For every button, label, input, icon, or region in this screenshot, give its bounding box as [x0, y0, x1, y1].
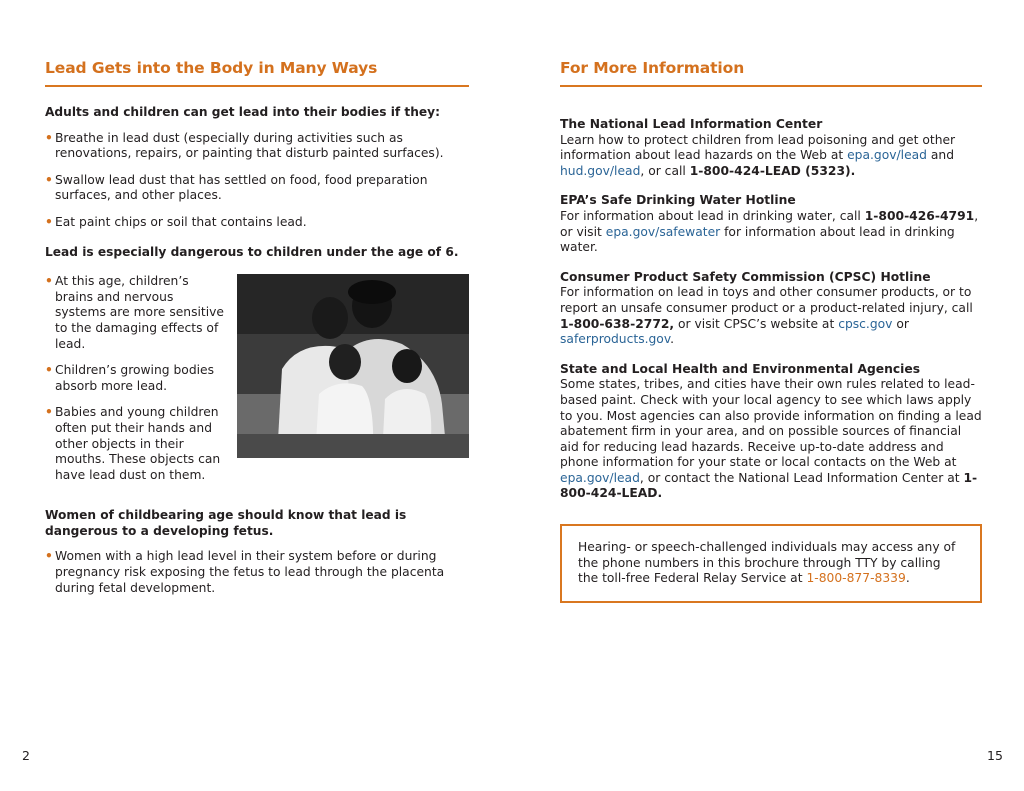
text-run: , or visit: [560, 208, 979, 239]
list-item: • Swallow lead dust that has settled on food, food preparation surfaces, and other places.: [45, 173, 469, 204]
notice-end: .: [905, 571, 910, 586]
phone-number: 1-800-424-LEAD (5323).: [689, 163, 856, 178]
org-state-local-agencies: [560, 362, 982, 502]
org-description: [560, 285, 982, 347]
text-run: or visit CPSC’s website at: [674, 316, 839, 331]
org-name: EPA’s Safe Drinking Water Hotline: [560, 193, 796, 208]
children-subhead: Lead is especially dangerous to children under the age of 6.: [45, 244, 459, 259]
section-title-lead-gets-into-body: Lead Gets into the Body in Many Ways: [45, 58, 469, 87]
text-run: .: [670, 332, 675, 347]
org-description: [560, 377, 982, 502]
intro-subhead: Adults and children can get lead into their bodies if they:: [45, 105, 441, 119]
org-national-lead-center: [560, 117, 982, 179]
list-item: • Eat paint chips or soil that contains lead.: [45, 215, 469, 231]
org-name: The National Lead Information Center: [560, 117, 823, 131]
section-title-more-info: For More Information: [560, 58, 982, 87]
org-name: State and Local Health and Environmental Agencies: [560, 361, 921, 376]
org-description: [560, 133, 982, 180]
saferproducts-link[interactable]: saferproducts.gov: [560, 332, 671, 347]
women-subhead: Women of childbearing age should know that lead is dangerous to a developing fetus.: [45, 508, 407, 538]
org-name: Consumer Product Safety Commission (CPSC) Hotline: [560, 269, 931, 284]
org-safe-drinking-water: [560, 193, 982, 255]
notice-text: Hearing- or speech-challenged individuals may access any of the phone numbers in this brochure through TTY by calling the toll-free Federal Relay Service at: [578, 540, 956, 586]
org-cpsc: [560, 270, 982, 348]
tty-notice-box: [560, 524, 982, 603]
cpsc-link[interactable]: cpsc.gov: [838, 316, 893, 331]
page-number-right: 15: [987, 748, 1003, 763]
list-item: • Children’s growing bodies absorb more lead.: [45, 363, 225, 394]
text-run: Some states, tribes, and cities have their own rules related to lead-based paint. Check with your local agency to see which laws apply to you. Most agencies can also provide information on finding a lead abatement firm in your area, and on possible sources of financial aid for reducing lead hazards. Receive up-to-date address and phone information for your state or local contacts on the Web at: [560, 377, 982, 470]
text-run: Learn how to protect children from lead poisoning and get other information about lead hazards on the Web at: [560, 132, 956, 163]
text-run: For information on lead in toys and other consumer products, or to report an unsafe consumer product or a product-related injury, call: [560, 285, 973, 315]
phone-number: 1-800-638-2772,: [560, 316, 675, 331]
phone-number: 1-800-424-LEAD.: [560, 470, 978, 501]
relay-phone-number: 1-800-877-8339: [806, 571, 906, 586]
text-run: for information about lead in drinking water.: [560, 224, 955, 255]
family-photo-illustration: [237, 274, 469, 458]
epa-lead-link[interactable]: epa.gov/lead: [847, 148, 927, 163]
women-bullet-list: [45, 549, 469, 596]
org-description: [560, 209, 982, 256]
text-run: For information about lead in drinking water, call: [560, 208, 865, 223]
text-run: , or call: [640, 163, 690, 178]
right-page: [560, 58, 982, 603]
epa-safewater-link[interactable]: epa.gov/safewater: [605, 224, 721, 239]
epa-lead-link[interactable]: epa.gov/lead: [560, 470, 640, 485]
list-item: • Women with a high lead level in their system before or during pregnancy risk exposing the fetus to lead through the placenta during fetal development.: [45, 549, 469, 596]
text-run: and: [926, 148, 955, 163]
list-item: • Breathe in lead dust (especially during activities such as renovations, repairs, or painting that disturb painted surfaces).: [45, 131, 469, 162]
list-item: • At this age, children’s brains and nervous systems are more sensitive to the damaging effects of lead.: [45, 274, 225, 352]
exposure-bullet-list: [45, 131, 469, 231]
phone-number: 1-800-426-4791: [864, 208, 975, 223]
text-run: or: [892, 316, 909, 331]
list-item: • Babies and young children often put their hands and other objects in their mouths. These objects can have lead dust on them.: [45, 405, 225, 483]
left-page: [45, 58, 469, 596]
family-photo: [237, 274, 469, 458]
children-bullet-list: [45, 274, 225, 494]
text-run: , or contact the National Lead Information Center at: [639, 470, 964, 485]
hud-lead-link[interactable]: hud.gov/lead: [560, 163, 641, 178]
page-number-left: 2: [22, 748, 30, 763]
children-block: [45, 274, 469, 494]
